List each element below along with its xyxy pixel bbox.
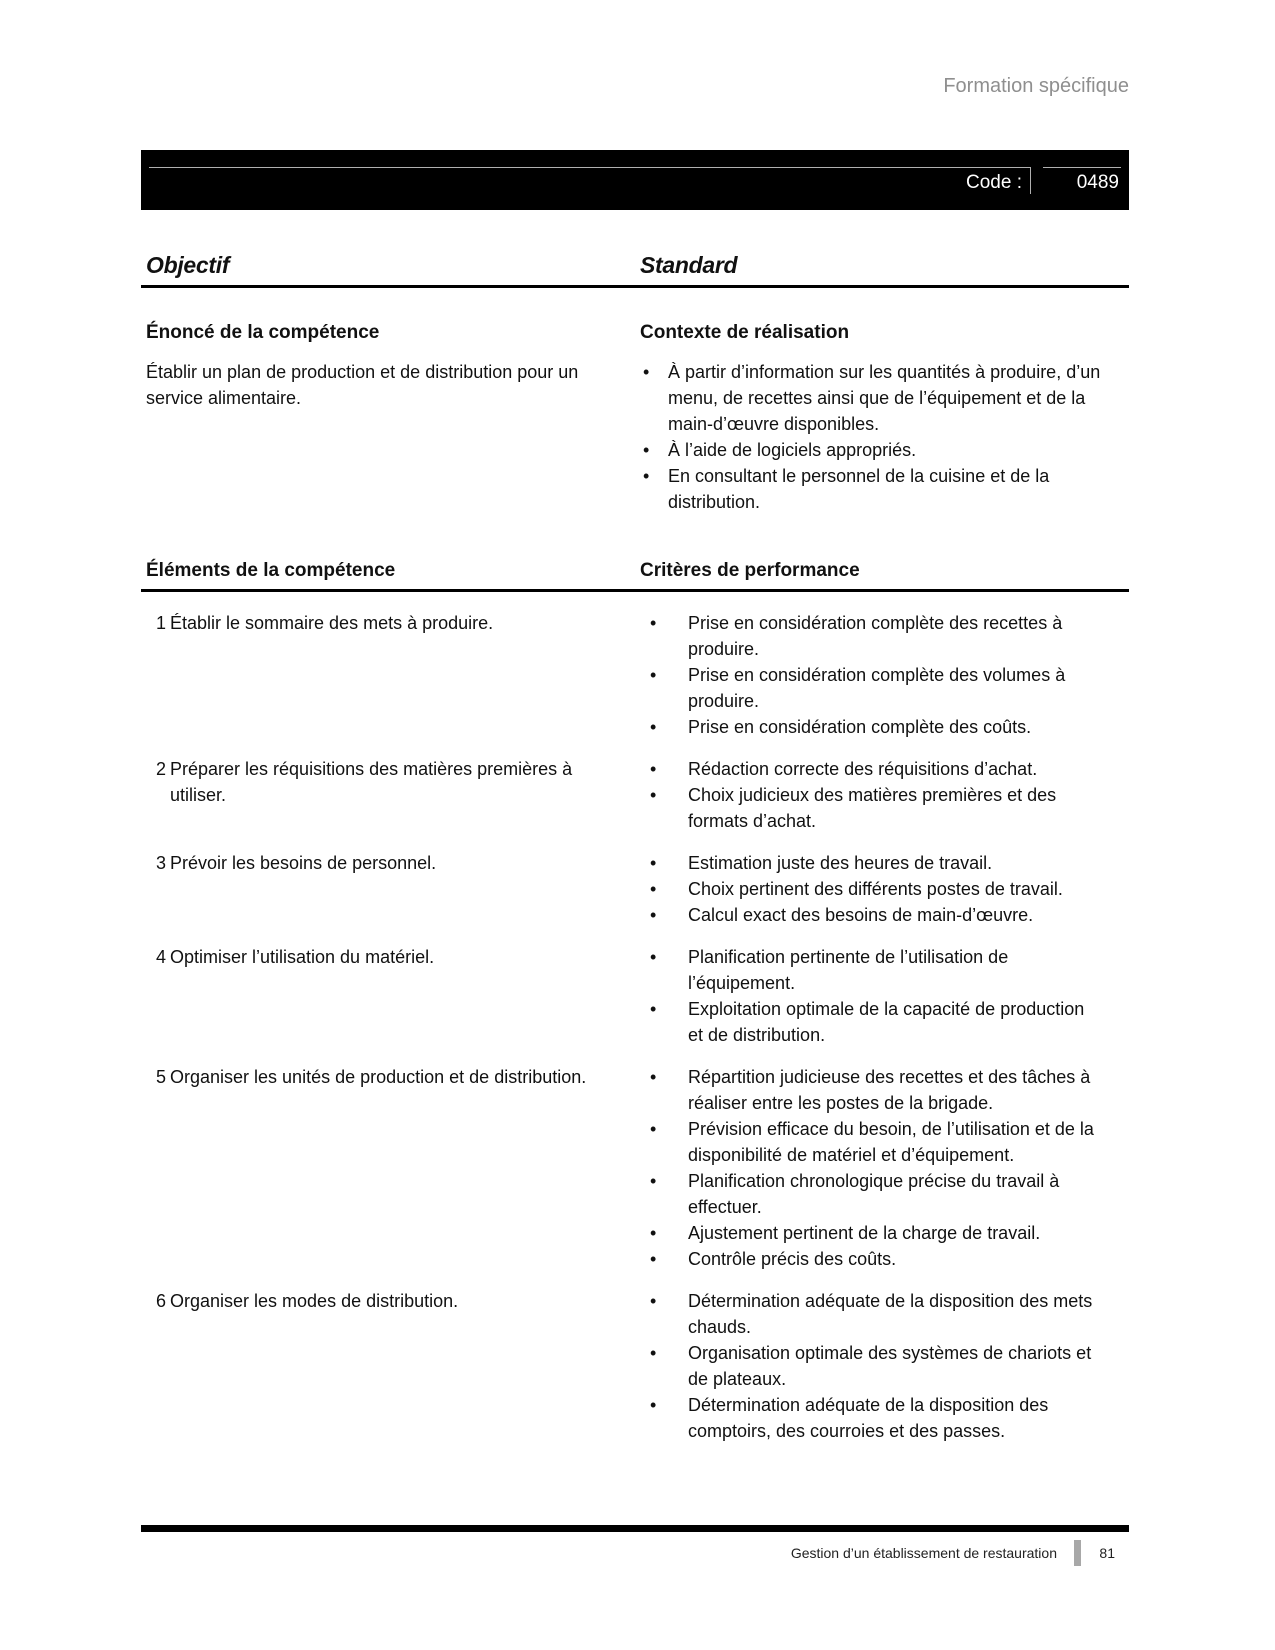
criteria-item: • Exploitation optimale de la capacité de production et de distribution. [640, 996, 1100, 1048]
criteria-item: • Planification pertinente de l’utilisation de l’équipement. [640, 944, 1100, 996]
element-cell [141, 1064, 640, 1272]
element-row [141, 944, 1129, 1048]
criteria-cell [640, 944, 1129, 1048]
footer-doc-title: Gestion d’un établissement de restauration [790, 1545, 1057, 1561]
element-cell [141, 850, 640, 928]
criteria-item: • Estimation juste des heures de travail. [640, 850, 1100, 876]
element-row [141, 1064, 1129, 1272]
criteria-list [640, 756, 1100, 834]
competence-section [141, 321, 1129, 515]
element-number: 4 [156, 947, 167, 967]
context-bullet-item: • À partir d’information sur les quantités à produire, d’un menu, de recettes ainsi que de l’équipement et de la main-d’œuvre disponibles. [640, 359, 1129, 437]
footer-separator [1074, 1540, 1081, 1566]
criteria-list [640, 1064, 1100, 1272]
element-number: 3 [156, 853, 167, 873]
element-text: Prévoir les besoins de personnel. [170, 853, 437, 873]
element-cell [141, 756, 640, 834]
criteria-item: • Prise en considération complète des coûts. [640, 714, 1100, 740]
footer-text-row [141, 1540, 1129, 1566]
criteres-heading: Critères de performance [640, 560, 860, 581]
code-value: 0489 [1076, 172, 1119, 193]
element-number: 6 [156, 1291, 167, 1311]
criteria-item: • Rédaction correcte des réquisitions d’achat. [640, 756, 1100, 782]
criteria-item: • Calcul exact des besoins de main-d’œuvre. [640, 902, 1100, 928]
element-row [141, 610, 1129, 740]
enonce-text: Établir un plan de production et de distribution pour un service alimentaire. [146, 362, 579, 408]
criteria-list [640, 610, 1100, 740]
element-text: Préparer les réquisitions des matières premières à utiliser. [170, 759, 573, 805]
element-cell [141, 1288, 640, 1444]
objectif-title: Objectif [146, 252, 230, 278]
criteria-list [640, 1288, 1100, 1444]
criteria-item: • Contrôle précis des coûts. [640, 1246, 1100, 1272]
element-cell [141, 944, 640, 1048]
footer-rule [141, 1525, 1129, 1532]
criteria-cell [640, 610, 1129, 740]
criteria-item: • Prise en considération complète des recettes à produire. [640, 610, 1100, 662]
element-text: Établir le sommaire des mets à produire. [170, 613, 494, 633]
criteria-item: • Choix judicieux des matières premières et des formats d’achat. [640, 782, 1100, 834]
criteria-cell [640, 850, 1129, 928]
element-text: Organiser les modes de distribution. [170, 1291, 459, 1311]
criteria-cell [640, 756, 1129, 834]
page-footer [141, 1525, 1129, 1566]
criteria-list [640, 944, 1100, 1048]
footer-page-number: 81 [1099, 1545, 1115, 1561]
element-text: Organiser les unités de production et de distribution. [170, 1067, 587, 1087]
page-content [141, 0, 1129, 1460]
element-text: Optimiser l’utilisation du matériel. [170, 947, 435, 967]
context-bullet-item: • En consultant le personnel de la cuisine et de la distribution. [640, 463, 1129, 515]
criteria-item: • Répartition judicieuse des recettes et des tâches à réaliser entre les postes de la brigade. [640, 1064, 1100, 1116]
context-bullets [640, 359, 1129, 515]
element-row [141, 1288, 1129, 1444]
criteria-item: • Ajustement pertinent de la charge de travail. [640, 1220, 1100, 1246]
banner-rule-left [149, 167, 1030, 168]
criteria-item: • Prise en considération complète des volumes à produire. [640, 662, 1100, 714]
criteria-item: • Détermination adéquate de la disposition des comptoirs, des courroies et des passes. [640, 1392, 1100, 1444]
contexte-column [640, 321, 1129, 515]
element-number: 2 [156, 759, 167, 779]
criteria-item: • Détermination adéquate de la disposition des mets chauds. [640, 1288, 1100, 1340]
element-row [141, 756, 1129, 834]
criteria-item: • Organisation optimale des systèmes de chariots et de plateaux. [640, 1340, 1100, 1392]
column-titles [141, 252, 1129, 288]
contexte-heading: Contexte de réalisation [640, 322, 850, 343]
banner-divider [1030, 167, 1031, 194]
element-number: 1 [156, 613, 167, 633]
elements-heading: Éléments de la compétence [146, 560, 396, 581]
running-header: Formation spécifique [943, 75, 1129, 97]
enonce-column [141, 321, 640, 515]
element-row [141, 850, 1129, 928]
enonce-heading: Énoncé de la compétence [146, 322, 380, 343]
elements-rows [141, 610, 1129, 1444]
criteria-cell [640, 1064, 1129, 1272]
criteria-item: • Planification chronologique précise du travail à effectuer. [640, 1168, 1100, 1220]
code-banner [141, 150, 1129, 210]
banner-rule-right [1043, 167, 1121, 168]
criteria-list [640, 850, 1100, 928]
elements-section-headings [141, 559, 1129, 592]
context-bullet-item: • À l’aide de logiciels appropriés. [640, 437, 1129, 463]
code-label: Code : [966, 172, 1022, 193]
element-number: 5 [156, 1067, 167, 1087]
criteria-cell [640, 1288, 1129, 1444]
criteria-item: • Prévision efficace du besoin, de l’utilisation et de la disponibilité de matériel et d’équipement. [640, 1116, 1100, 1168]
criteria-item: • Choix pertinent des différents postes de travail. [640, 876, 1100, 902]
standard-title: Standard [640, 252, 738, 278]
element-cell [141, 610, 640, 740]
